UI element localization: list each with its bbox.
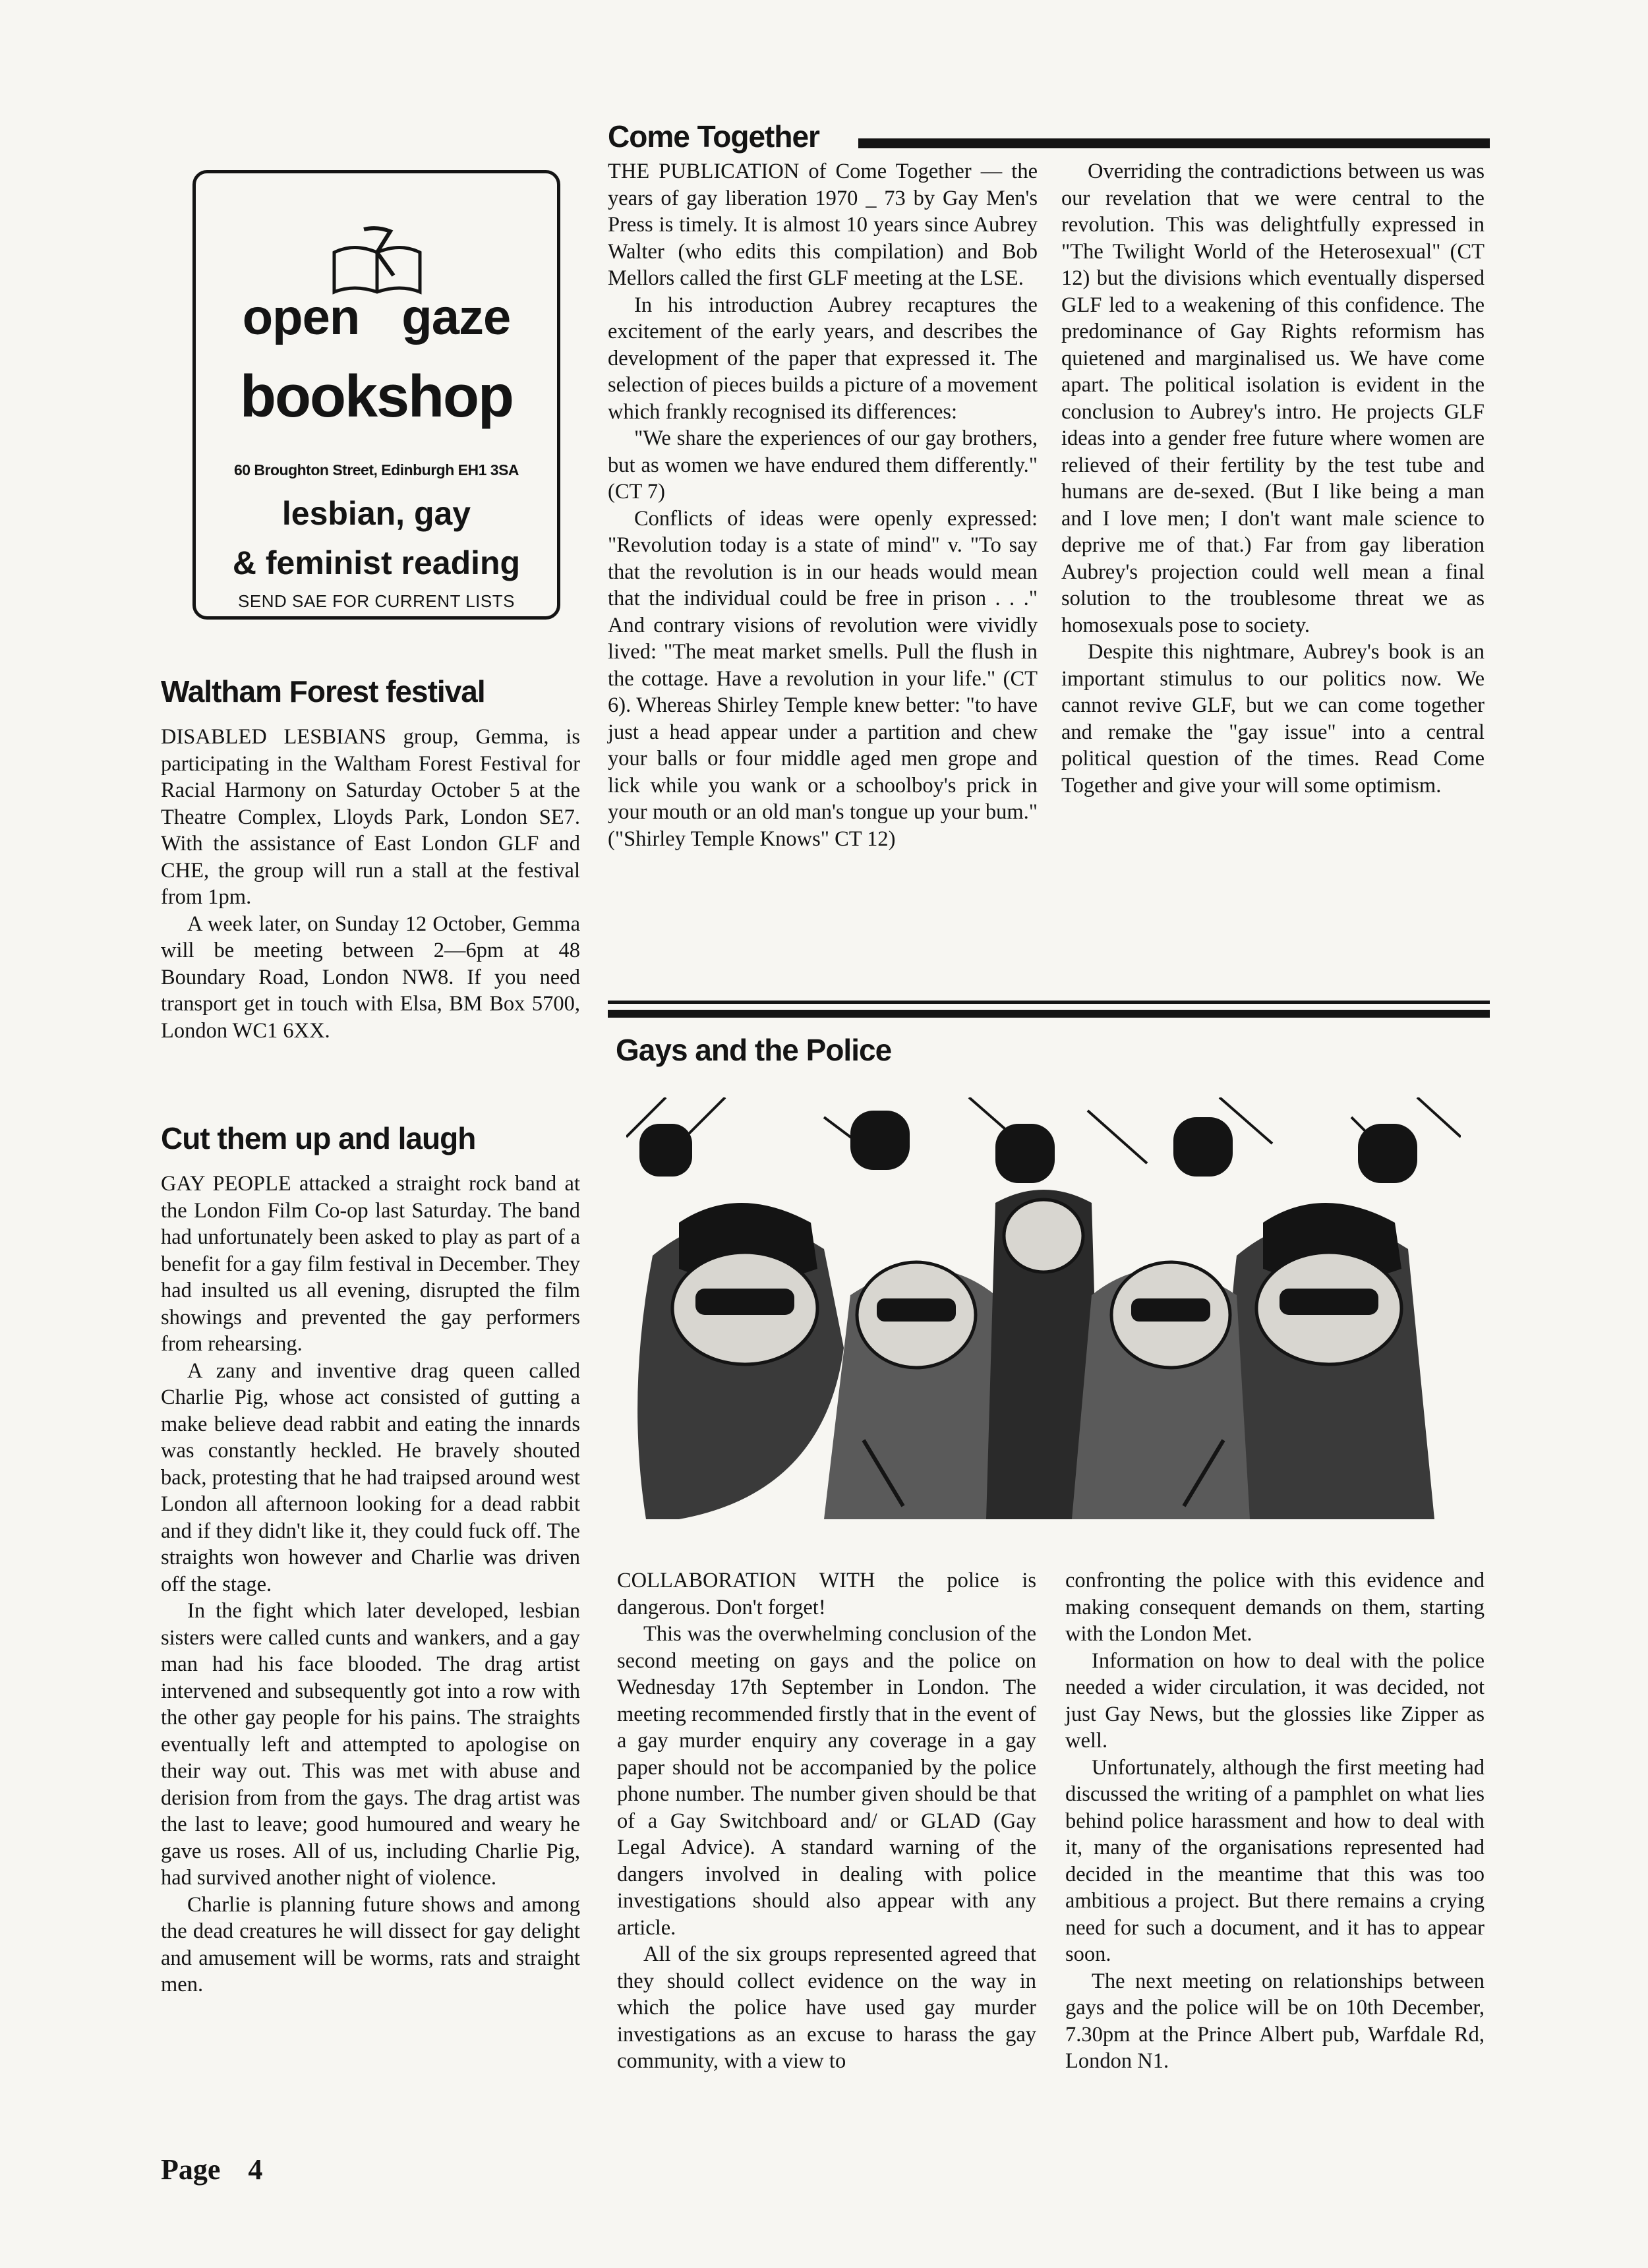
police-title: Gays and the Police xyxy=(616,1033,892,1067)
ct-col2-para-1: Overriding the contradictions between us was our revelation that we were central to the revolution. This was delightfully expressed in "The Twilight World of the Heterosexual" (CT 12) but the divisions which eventually dispersed GLF led to a weakening of this confidence. The predominance of Gay Rights reformism has quietened and marginalised us. We have come apart. The political isolation is evident in the conclusion to Aubrey's intro. He projects GLF ideas into a gender free future where women are relieved of their fertility by the test tube and humans are de-sexed. (But I like being a man and I love men; I don't want male science to deprive me of that.) Far from gay liberation Aubrey's projection could well mean a final solution to the troublesome threat we as homosexuals pose to society. xyxy=(1061,160,1485,637)
waltham-para-2: A week later, on Sunday 12 October, Gemma will be meeting between 2—6pm at 48 Boundary Road, London NW8. If you need transport get in touch with Elsa, BM Box 5700, London WC1 6XX. xyxy=(161,912,580,1043)
police-col2-para-4: The next meeting on relationships between gays and the police will be on 10th December, 7.30pm at the Prince Albert pub, Warfdale Rd, London N1. xyxy=(1065,1969,1485,2073)
police-col1-para-3: All of the six groups represented agreed that they should collect evidence on the way in which the police have used gay murder investigations as an excuse to harass the gay community, with a view to xyxy=(617,1942,1036,2073)
police-col2-para-3: Unfortunately, although the first meeting had discussed the writing of a pamphlet on what lies behind police harassment and how to deal with it, many of the organisations represented had decided in the meantime that this was too ambitious a project. But there remains a crying need for such a document, and it has to appear soon. xyxy=(1065,1755,1485,1966)
open-book-icon xyxy=(328,226,427,299)
advert-line-2: & feminist reading xyxy=(232,544,521,581)
police-col-2 xyxy=(1065,1567,1485,2075)
come-together-col-1 xyxy=(608,158,1038,852)
article-cut-them-up xyxy=(161,1120,580,1998)
cut-para-1: GAY PEOPLE attacked a straight rock band at the London Film Co-op last Saturday. The band had unfortunately been asked to play as part of a benefit for a gay film festival in December. They had insulted us all evening, disrupted the film showings and prevented the gay performers from rehearsing. xyxy=(161,1172,580,1356)
page-number xyxy=(161,2153,262,2186)
article-waltham xyxy=(161,674,580,1044)
advert-line-1: lesbian, gay xyxy=(281,495,471,532)
waltham-para-1: DISABLED LESBIANS group, Gemma, is participating in the Waltham Forest Festival for Racial Harmony on Saturday October 5 at the Theatre Complex, Lloyds Park, London SE7. With the assistance of East London GLF and CHE, the group will run a stall at the festival from 1pm. xyxy=(161,725,580,909)
page-number-value: 4 xyxy=(248,2153,263,2186)
come-together-rule xyxy=(858,138,1490,148)
ct-col1-para-4: Conflicts of ideas were openly expressed: "Revolution today is a state of mind" v. "To say that the revolution is in our heads would mean that the individual could be free in prison . . ." And contrary visions of revolution were vividly lived: "The meat market smells. Pull the flush in the cottage. Have a revolution in your life." (CT 6). Whereas Shirley Temple knew better: "to have just a head appear under a partition and chew your balls or four middle aged men grope and lick while you wank or a schoolboy's prick in your mouth or an old man's tongue up your bum." ("Shirley Temple Knows" CT 12) xyxy=(608,506,1038,851)
advert-shop-name: open gaze xyxy=(242,289,511,345)
cut-para-4: Charlie is planning future shows and among the dead creatures he will dissect for gay delight and amusement will be worms, rats and straight men. xyxy=(161,1892,580,1996)
cut-para-3: In the fight which later developed, lesbian sisters were called cunts and wankers, and a gay man had his face blooded. The drag artist intervened and subsequently got into a row with the other gay people for his pains. The straights eventually left and attempted to apologise on their way out. This was met with abuse and derision from from the gays. The drag artist was the last to leave; good humoured and weary he gave us roses. All of us, including Charlie Pig, had survived another night of violence. xyxy=(161,1599,580,1890)
police-col2-para-2: Information on how to deal with the police needed a wider circulation, it was decided, not just Gay News, but the glossies like Zipper as well. xyxy=(1065,1648,1485,1753)
advert-address: 60 Broughton Street, Edinburgh EH1 3SA xyxy=(233,461,519,479)
ct-col1-para-2: In his introduction Aubrey recaptures the excitement of the early years, and describes the development of the paper that expressed it. The selection of pieces builds a picture of a movement which frankly recognised its differences: xyxy=(608,293,1038,424)
police-illustration xyxy=(626,1097,1461,1532)
waltham-title: Waltham Forest festival xyxy=(161,674,485,709)
page-label: Page xyxy=(161,2153,221,2186)
police-col1-para-2: This was the overwhelming conclusion of the second meeting on gays and the police on Wednesday 17th September in London. The meeting recommended firstly that in the event of a gay murder enquiry any coverage in a gay paper should not be accompanied by the police phone number. The number given should be that of a Gay Switchboard and/ or GLAD (Gay Legal Advice). A standard warning of the dangers involved in dealing with police investigations should also appear with any article. xyxy=(617,1622,1036,1940)
police-officers-illustration xyxy=(626,1097,1461,1532)
section-divider-top xyxy=(608,1001,1490,1004)
ct-col2-para-2: Despite this nightmare, Aubrey's book is an important stimulus to our politics now. We cannot revive GLF, but we can come together and remake the "gay issue" into a central political question of the times. Read Come Together and give your will some optimism. xyxy=(1061,640,1485,798)
police-col2-para-1: confronting the police with this evidence and making consequent demands on them, starting with the London Met. xyxy=(1065,1569,1485,1646)
police-col-1 xyxy=(617,1567,1036,2075)
section-divider-bottom xyxy=(608,1010,1490,1018)
come-together-col-2 xyxy=(1061,158,1485,799)
police-col1-para-1: COLLABORATION WITH the police is dangerous. Don't forget! xyxy=(617,1569,1036,1619)
come-together-title: Come Together xyxy=(608,119,819,154)
cut-title: Cut them up and laugh xyxy=(161,1121,476,1155)
advert-bookshop-word: bookshop xyxy=(240,364,513,430)
ct-col1-para-1: THE PUBLICATION of Come Together — the years of gay liberation 1970 _ 73 by Gay Men's Press is timely. It is almost 10 years since Aubrey Walter (who edits this compilation) and Bob Mellors called the first GLF meeting at the LSE. xyxy=(608,160,1038,290)
ct-col1-para-3: "We share the experiences of our gay brothers, but as women we have endured them differently." (CT 7) xyxy=(608,426,1038,504)
bookshop-advert xyxy=(192,170,560,620)
advert-sae-note: SEND SAE FOR CURRENT LISTS xyxy=(238,591,515,611)
cut-para-2: A zany and inventive drag queen called Charlie Pig, whose act consisted of gutting a make believe dead rabbit and eating the innards was constantly heckled. He bravely shouted back, protesting that he had traipsed around west London all afternoon looking for a dead rabbit and if they didn't like it, they could fuck off. The straights won however and Charlie was driven off the stage. xyxy=(161,1358,580,1596)
